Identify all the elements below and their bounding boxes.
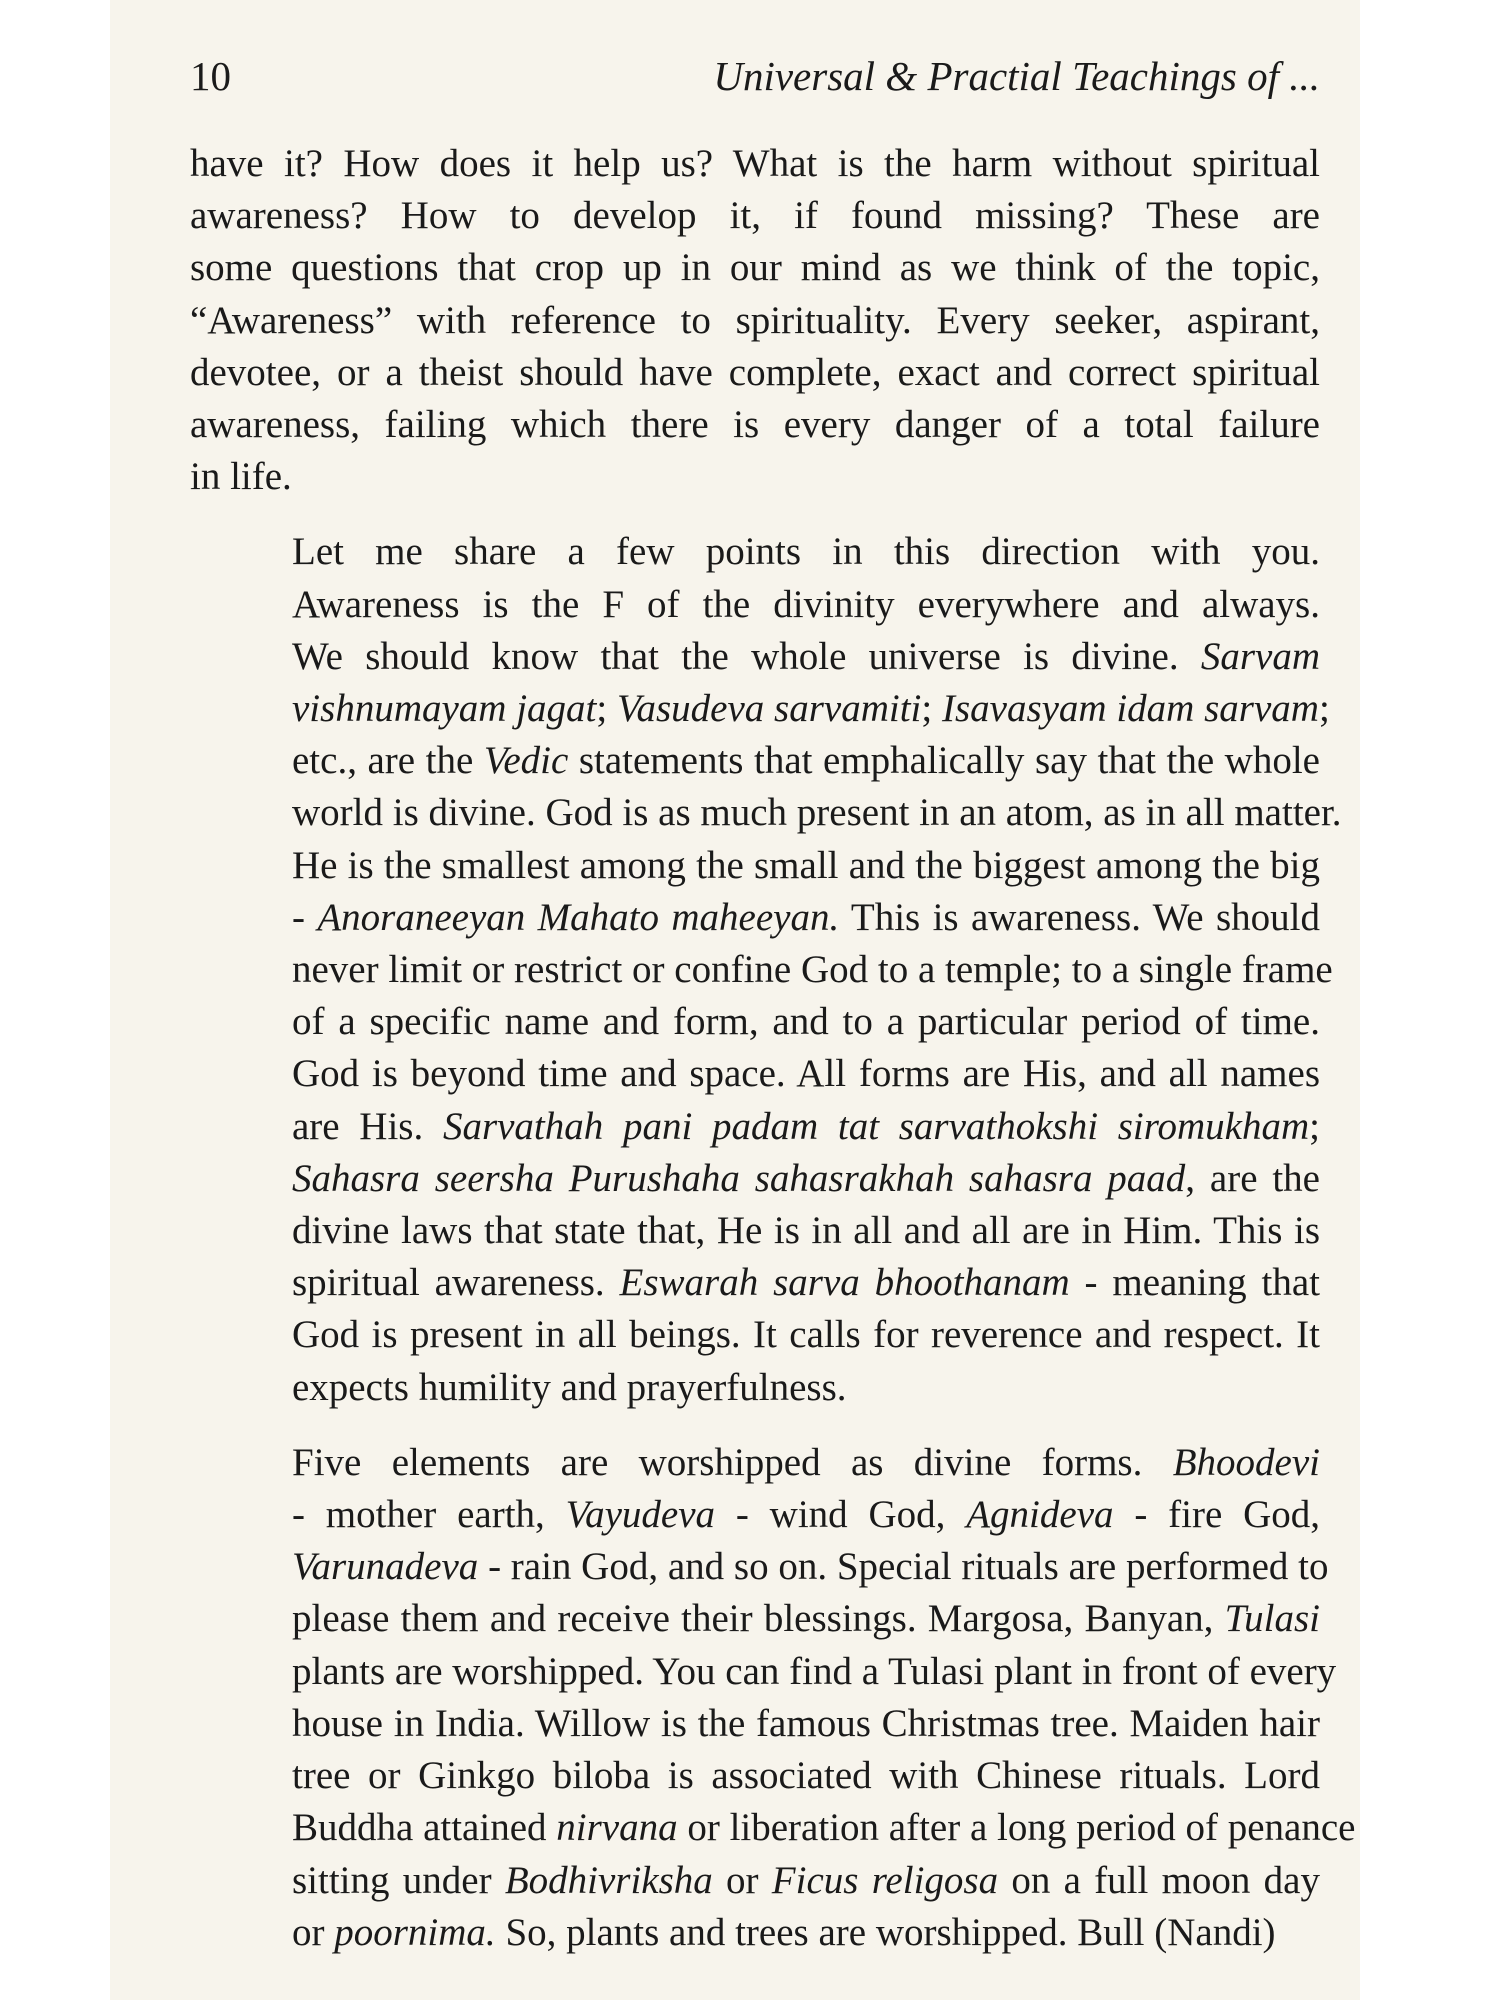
text-line bbox=[190, 579, 1320, 631]
paragraph bbox=[190, 138, 1320, 503]
text-run: divine laws that state that, He is in all and all are in Him. This is bbox=[292, 1209, 1320, 1253]
text-run: awareness? How to develop it, if found missing? These are bbox=[190, 194, 1320, 238]
italic-term: Bhoodevi bbox=[1172, 1440, 1320, 1484]
italic-term: Tulasi bbox=[1224, 1597, 1320, 1641]
text-line bbox=[190, 1802, 1356, 1854]
text-run: Five elements are worshipped as divine forms. bbox=[292, 1440, 1173, 1484]
text-run: ; bbox=[596, 687, 617, 731]
text-run: plants are worshipped. You can find a Tulasi plant in front of every bbox=[292, 1649, 1337, 1693]
text-line bbox=[190, 631, 1320, 683]
italic-term: Eswarah sarva bhoothanam bbox=[619, 1261, 1070, 1305]
text-run: etc., are the bbox=[292, 739, 484, 783]
text-line bbox=[190, 1646, 1337, 1698]
italic-term: Isavasyam idam sarvam bbox=[941, 687, 1319, 731]
text-line bbox=[190, 1593, 1320, 1645]
text-line bbox=[190, 892, 1320, 944]
text-line bbox=[190, 683, 1330, 735]
text-run: tree or Ginkgo biloba is associated with Chinese rituals. Lord bbox=[292, 1754, 1320, 1798]
text-line bbox=[190, 242, 1320, 294]
text-line bbox=[190, 1855, 1320, 1907]
text-line bbox=[190, 1750, 1320, 1802]
text-line bbox=[190, 840, 1320, 892]
text-run: So, plants and trees are worshipped. Bull (Nandi) bbox=[495, 1910, 1276, 1954]
text-line bbox=[190, 1698, 1320, 1750]
text-line bbox=[190, 944, 1333, 996]
text-line bbox=[190, 526, 1320, 578]
text-run: please them and receive their blessings. Margosa, Banyan, bbox=[292, 1597, 1225, 1641]
text-run: “Awareness” with reference to spirituality. Every seeker, aspirant, bbox=[190, 298, 1320, 342]
text-run: some questions that crop up in our mind as we think of the topic, bbox=[190, 246, 1320, 290]
italic-term: Vasudeva sarvamiti bbox=[616, 687, 922, 731]
text-run: - mother earth, bbox=[292, 1493, 566, 1537]
text-line bbox=[190, 399, 1320, 451]
paragraph bbox=[190, 1437, 1356, 1959]
text-run: , are the bbox=[1185, 1156, 1320, 1200]
text-run: ; bbox=[921, 687, 942, 731]
text-run: - wind God, bbox=[715, 1493, 967, 1537]
italic-term: nirvana bbox=[556, 1806, 678, 1850]
text-line bbox=[190, 787, 1342, 839]
italic-term: Vedic bbox=[483, 739, 569, 783]
text-line bbox=[190, 295, 1320, 347]
text-line bbox=[190, 1101, 1320, 1153]
italic-term: Sahasra seersha Purushaha sahasrakhah sahasra paad bbox=[292, 1156, 1186, 1200]
italic-term: Agnideva bbox=[966, 1493, 1114, 1537]
text-run: Let me share a few points in this direction with you. bbox=[292, 530, 1320, 574]
italic-term: Bodhivriksha bbox=[504, 1858, 713, 1902]
italic-term: poornima. bbox=[334, 1910, 496, 1954]
text-run: He is the smallest among the small and the biggest among the big bbox=[292, 843, 1320, 887]
text-line bbox=[190, 1309, 1320, 1361]
text-line bbox=[190, 451, 1320, 503]
italic-term: Vayudeva bbox=[565, 1493, 716, 1537]
text-run: or bbox=[292, 1910, 335, 1954]
page-header bbox=[190, 52, 1320, 112]
italic-term: Anoraneeyan Mahato maheeyan. bbox=[317, 895, 840, 939]
text-run: We should know that the whole universe is divine. bbox=[292, 634, 1201, 678]
text-line bbox=[190, 996, 1320, 1048]
text-run: sitting under bbox=[292, 1858, 505, 1902]
text-line bbox=[190, 1153, 1320, 1205]
text-run: Buddha attained bbox=[292, 1806, 557, 1850]
text-run: God is present in all beings. It calls for reverence and respect. It bbox=[292, 1313, 1320, 1357]
text-run: or liberation after a long period of penance bbox=[677, 1806, 1356, 1850]
paragraph bbox=[190, 526, 1342, 1413]
text-run: of a specific name and form, and to a particular period of time. bbox=[292, 1000, 1320, 1044]
text-line bbox=[190, 347, 1320, 399]
text-line bbox=[190, 190, 1320, 242]
text-run: on a full moon day bbox=[998, 1858, 1320, 1902]
text-run: ; bbox=[1309, 1104, 1320, 1148]
text-run: awareness, failing which there is every danger of a total failure bbox=[190, 403, 1320, 447]
text-run: - rain God, and so on. Special rituals are performed to bbox=[478, 1545, 1329, 1589]
text-run: This is awareness. We should bbox=[839, 895, 1320, 939]
text-run: devotee, or a theist should have complete, exact and correct spiritual bbox=[190, 350, 1320, 394]
text-run: - meaning that bbox=[1069, 1261, 1320, 1305]
text-line bbox=[190, 735, 1320, 787]
text-run: in life. bbox=[190, 455, 292, 499]
text-line bbox=[190, 1907, 1320, 1959]
text-run: spiritual awareness. bbox=[292, 1261, 620, 1305]
text-run: expects humility and prayerfulness. bbox=[292, 1365, 847, 1409]
text-run: - fire God, bbox=[1113, 1493, 1320, 1537]
italic-term: vishnumayam jagat bbox=[292, 687, 597, 731]
text-run: Awareness is the F of the divinity everywhere and always. bbox=[292, 582, 1320, 626]
text-run: God is beyond time and space. All forms are His, and all names bbox=[292, 1052, 1320, 1096]
italic-term: Sarvam bbox=[1200, 634, 1320, 678]
text-run: house in India. Willow is the famous Christmas tree. Maiden hair bbox=[292, 1701, 1320, 1745]
text-line bbox=[190, 138, 1320, 190]
text-run: never limit or restrict or confine God to a temple; to a single frame bbox=[292, 948, 1333, 992]
text-line bbox=[190, 1205, 1320, 1257]
text-run: world is divine. God is as much present in an atom, as in all matter. bbox=[292, 791, 1342, 835]
italic-term: Ficus religosa bbox=[771, 1858, 999, 1902]
text-line bbox=[190, 1541, 1329, 1593]
text-run: or bbox=[712, 1858, 772, 1902]
italic-term: Sarvathah pani padam tat sarvathokshi siromukham bbox=[442, 1104, 1310, 1148]
page-number: 10 bbox=[190, 53, 231, 99]
body-text bbox=[190, 138, 1356, 1959]
text-line bbox=[190, 1048, 1320, 1100]
text-line bbox=[190, 1362, 1320, 1414]
text-line bbox=[190, 1437, 1320, 1489]
text-run: have it? How does it help us? What is the harm without spiritual bbox=[190, 142, 1320, 185]
running-title: Universal & Practial Teachings of ... bbox=[713, 53, 1320, 99]
text-line bbox=[190, 1489, 1320, 1541]
text-run: ; bbox=[1318, 687, 1330, 731]
italic-term: Varunadeva bbox=[292, 1545, 479, 1589]
text-run: - bbox=[292, 895, 318, 939]
text-run: statements that emphalically say that the whole bbox=[568, 739, 1320, 783]
text-line bbox=[190, 1257, 1320, 1309]
text-run: are His. bbox=[292, 1104, 443, 1148]
